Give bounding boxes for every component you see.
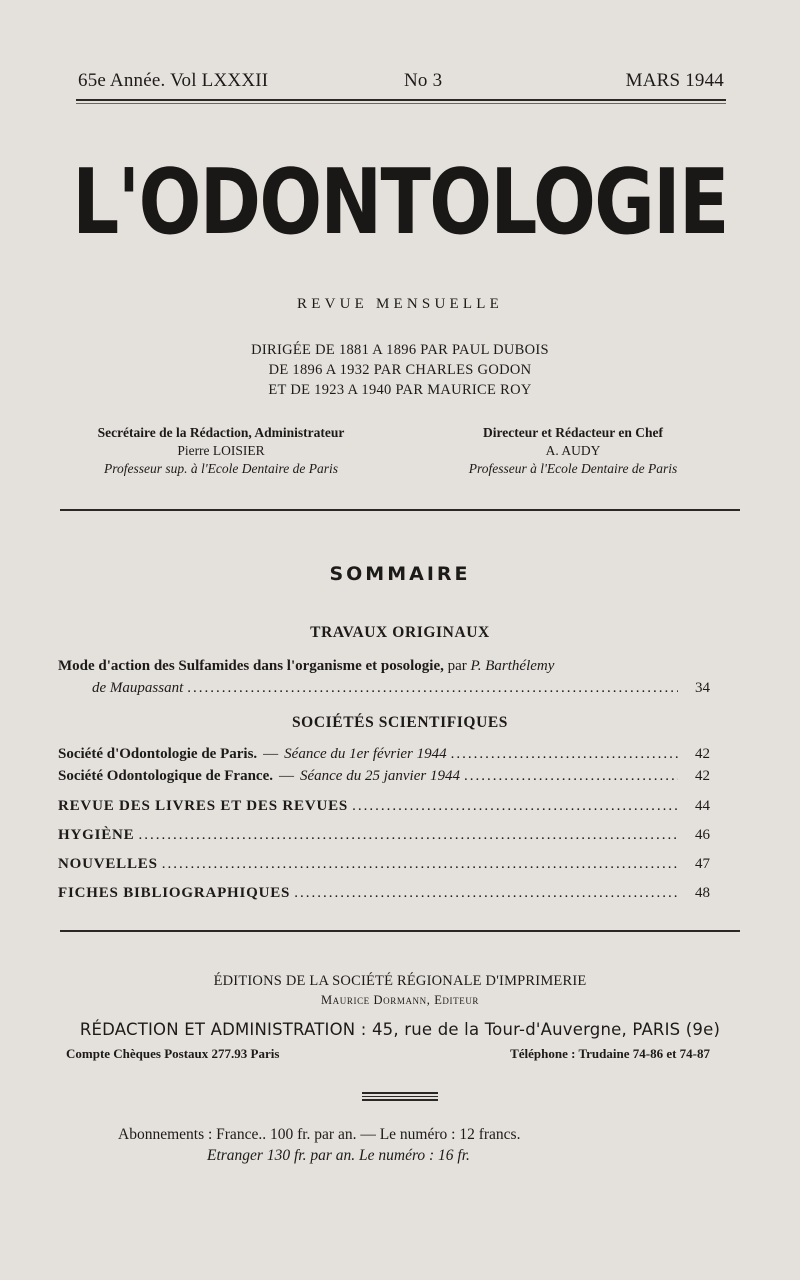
page-number: 48: [695, 885, 710, 901]
toc-entry: [58, 885, 710, 902]
leader-dots: [464, 768, 678, 785]
leader-dots: [187, 680, 678, 697]
publisher-editor: Maurice Dormann, Editeur: [320, 993, 480, 1007]
page-number: 34: [695, 680, 710, 696]
toc-label: FICHES BIBLIOGRAPHIQUES: [58, 885, 291, 901]
leader-dots: [451, 746, 678, 763]
issue-date: MARS 1944: [625, 70, 724, 91]
direction-line-1: DIRIGÉE DE 1881 A 1896 PAR PAUL DUBOIS: [251, 342, 549, 358]
section-travaux: TRAVAUX ORIGINAUX: [310, 624, 490, 641]
article-author-cont: de Maupassant: [92, 680, 184, 696]
page-number: 47: [695, 856, 710, 872]
article-line-1: [58, 658, 710, 675]
sommaire-heading: SOMMAIRE: [329, 563, 471, 585]
leader-dots: [162, 856, 678, 873]
society-name: Société d'Odontologie de Paris.: [58, 746, 258, 762]
toc-label: REVUE DES LIVRES ET DES REVUES: [58, 798, 349, 814]
section-societes: SOCIÉTÉS SCIENTIFIQUES: [291, 714, 509, 731]
direction-line-2: DE 1896 A 1932 PAR CHARLES GODON: [268, 362, 532, 378]
toc-entry: [58, 827, 710, 844]
toc-entry: [58, 798, 710, 815]
dash: —: [278, 768, 294, 784]
page-number: 46: [695, 827, 710, 843]
page-number: 44: [695, 798, 710, 814]
article-par: par: [447, 658, 467, 674]
director-name: A. AUDY: [545, 443, 601, 458]
article-title: Mode d'action des Sulfamides dans l'organisme et posologie,: [58, 658, 444, 674]
address-line: RÉDACTION ET ADMINISTRATION : 45, rue de la Tour-d'Auvergne, PARIS (9e): [79, 1020, 721, 1039]
toc-label: NOUVELLES: [58, 856, 158, 872]
telephone: Téléphone : Trudaine 74-86 et 74-87: [510, 1046, 710, 1061]
secretary-name: Pierre LOISIER: [177, 443, 265, 458]
volume-info: 65e Année. Vol LXXXII: [78, 70, 269, 91]
section-rule: [60, 509, 740, 511]
section-rule: [60, 930, 740, 932]
publisher-name: ÉDITIONS DE LA SOCIÉTÉ RÉGIONALE D'IMPRIMERIE: [213, 973, 587, 989]
postal-account: Compte Chèques Postaux 277.93 Paris: [66, 1046, 280, 1061]
page-number: 42: [695, 768, 710, 784]
leader-dots: [352, 798, 678, 815]
article-line-2: [92, 680, 710, 697]
ornament-rule: [362, 1096, 438, 1097]
toc-entry: [58, 746, 710, 763]
secretary-role: Secrétaire de la Rédaction, Administrateur: [97, 425, 345, 440]
direction-line-3: ET DE 1923 A 1940 PAR MAURICE ROY: [268, 382, 532, 398]
toc-entry: [58, 768, 710, 785]
article-author: P. Barthélemy: [470, 658, 555, 674]
ornament-rule: [362, 1092, 438, 1094]
header-rule: [76, 99, 726, 101]
subscription-abroad: Etranger 130 fr. par an. Le numéro : 16 fr.: [207, 1147, 470, 1164]
journal-title: L'ODONTOLOGIE: [72, 150, 728, 255]
director-title: Professeur à l'Ecole Dentaire de Paris: [468, 461, 678, 476]
seance-date: Séance du 25 janvier 1944: [299, 768, 460, 784]
seance-date: Séance du 1er février 1944: [284, 746, 447, 762]
header-rule-thin: [76, 103, 726, 104]
leader-dots: [138, 827, 678, 844]
society-name: Société Odontologique de France.: [58, 768, 273, 784]
toc-label: HYGIÈNE: [58, 827, 135, 843]
director-role: Directeur et Rédacteur en Chef: [483, 425, 663, 440]
ornament-rule: [362, 1099, 438, 1101]
subscription-france: Abonnements : France.. 100 fr. par an. — Le numéro : 12 francs.: [118, 1126, 521, 1143]
dash: —: [263, 746, 279, 762]
toc-entry: [58, 856, 710, 873]
page-number: 42: [695, 746, 710, 762]
journal-subtitle: REVUE MENSUELLE: [297, 296, 503, 312]
secretary-title: Professeur sup. à l'Ecole Dentaire de Paris: [104, 461, 338, 476]
leader-dots: [294, 885, 678, 902]
issue-number: No 3: [404, 70, 443, 91]
